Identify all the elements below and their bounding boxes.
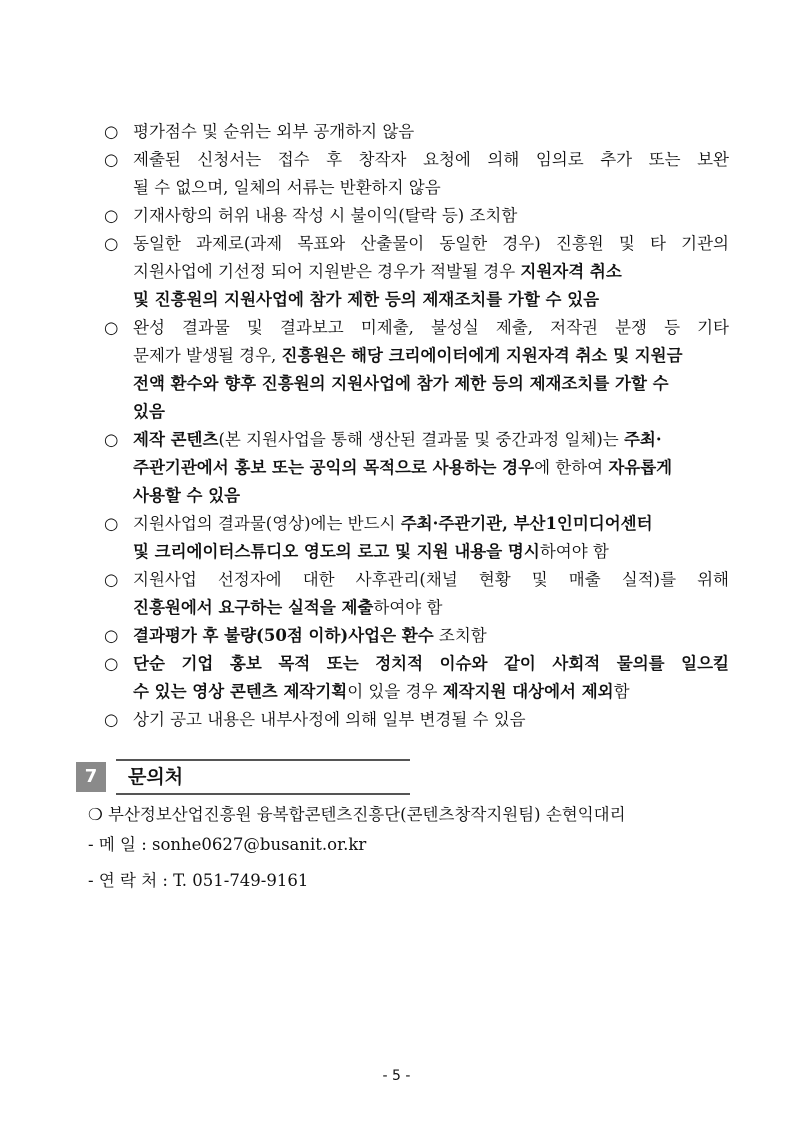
bullet-item-10 [104,650,729,678]
bullet-marker: ○ [104,626,119,645]
bullet-item-4-cont-2 [104,286,729,314]
bullet-text: 완성 결과물 및 결과보고 미제출, 불성실 제출, 저작권 분쟁 등 기타 [133,318,729,337]
section-header [76,759,410,795]
bullet-text: 하여야 함 [539,542,609,561]
bullet-text: 함 [613,682,630,701]
bullet-item-2 [104,146,729,174]
contact-phone: - 연 락 처 : T. 051-749-9161 [88,871,309,890]
bullet-marker: ○ [104,710,119,729]
bullet-item-5 [104,314,729,342]
bullet-text-bold: 단순 기업 홍보 목적 또는 정치적 이슈와 같이 사회적 물의를 일으킬 [133,654,729,673]
bullet-marker: ○ [104,318,119,337]
bullet-text-bold: 진흥원에서 요구하는 실적을 제출 [133,598,374,617]
bullet-item-4 [104,230,729,258]
bullet-marker: ○ [104,514,119,533]
bullet-item-5-cont [104,342,729,370]
bullet-text-bold: 제작지원 대상에서 제외 [442,682,614,701]
bullet-text-bold: 결과평가 후 불량(50점 이하)사업은 환수 [133,626,434,645]
bullet-text: 기재사항의 허위 내용 작성 시 불이익(탈락 등) 조치함 [133,206,518,225]
bullet-item-8 [104,566,729,594]
bullet-item-7-cont [104,538,729,566]
bullet-text: (본 지원사업을 통해 생산된 결과물 및 중간과정 일체)는 [218,430,624,449]
bullet-text: 될 수 없으며, 일체의 서류는 반환하지 않음 [133,178,441,197]
bullet-text-bold: 및 진흥원의 지원사업에 참가 제한 등의 제재조치를 가할 수 있음 [133,290,600,309]
bullet-text-bold: 주관기관에서 홍보 또는 공익의 목적으로 사용하는 경우 [133,458,535,477]
contact-organization: ❍ 부산정보산업진흥원 융복합콘텐츠진흥단(콘텐츠창작지원팀) 손현익대리 [88,805,626,824]
bullet-text: 상기 공고 내용은 내부사정에 의해 일부 변경될 수 있음 [133,710,526,729]
bullet-text-bold: 및 크리에이터스튜디오 영도의 로고 및 지원 내용을 명시 [133,542,540,561]
bullet-item-6 [104,426,729,454]
bullet-item-7 [104,510,729,538]
bullet-text: 이 있을 경우 [347,682,443,701]
bullet-text-bold: 자유롭게 [608,458,673,477]
bullet-text: 하여야 함 [373,598,443,617]
bullet-marker: ○ [104,122,119,141]
bullet-text: 지원사업 선정자에 대한 사후관리(채널 현황 및 매출 실적)를 위해 [133,570,729,589]
bullet-item-5-cont-3 [104,398,729,426]
bullet-text: 조치함 [433,626,487,645]
page-number: - 5 - [382,1068,411,1084]
bullet-item-6-cont [104,454,729,482]
bullet-text: 동일한 과제로(과제 목표와 산출물이 동일한 경우) 진흥원 및 타 기관의 [133,234,729,253]
bullet-item-1 [104,118,729,146]
bullet-text: 지원사업에 기선정 되어 지원받은 경우가 적발될 경우 [133,262,521,281]
bullet-item-8-cont [104,594,729,622]
bullet-text-bold: 주최· [623,430,662,449]
bullet-text: 평가점수 및 순위는 외부 공개하지 않음 [133,122,415,141]
bullet-text: 문제가 발생될 경우, [133,346,282,365]
bullet-text-bold: 수 있는 영상 콘텐츠 제작기획 [133,682,348,701]
bullet-text-bold: 있음 [133,402,165,421]
bullet-item-3 [104,202,729,230]
bullet-text: 에 한하여 [534,458,609,477]
bullet-marker: ○ [104,654,119,673]
contact-email: - 메 일 : sonhe0627@busanit.or.kr [88,835,367,854]
bullet-item-2-cont [104,174,729,202]
bullet-item-6-cont-2 [104,482,729,510]
bullet-item-4-cont [104,258,729,286]
notice-bullet-list [104,118,729,734]
bullet-item-9 [104,622,729,650]
bullet-text-bold: 주최·주관기관, 부산1인미디어센터 [400,514,653,533]
bullet-text-bold: 사용할 수 있음 [133,486,241,505]
bullet-text-bold: 제작 콘텐츠 [133,430,219,449]
bullet-marker: ○ [104,430,119,449]
bullet-marker: ○ [104,570,119,589]
bullet-text: 제출된 신청서는 접수 후 창작자 요청에 의해 임의로 추가 또는 보완 [133,150,729,169]
bullet-item-10-cont [104,678,729,706]
bullet-marker: ○ [104,234,119,253]
bullet-text: 지원사업의 결과물(영상)에는 반드시 [133,514,401,533]
bullet-text-bold: 지원자격 취소 [520,262,622,281]
section-divider-top [116,759,410,761]
bullet-item-5-cont-2 [104,370,729,398]
bullet-marker: ○ [104,206,119,225]
bullet-item-11 [104,706,729,734]
bullet-text-bold: 진흥원은 해당 크리에이터에게 지원자격 취소 및 지원금 [281,346,683,365]
bullet-text-bold: 전액 환수와 향후 진흥원의 지원사업에 참가 제한 등의 제재조치를 가할 수 [133,374,669,393]
contact-info [88,800,626,896]
section-title: 문의처 [128,766,184,788]
bullet-marker: ○ [104,150,119,169]
section-number: 7 [76,762,106,792]
section-divider-bottom [116,793,410,795]
